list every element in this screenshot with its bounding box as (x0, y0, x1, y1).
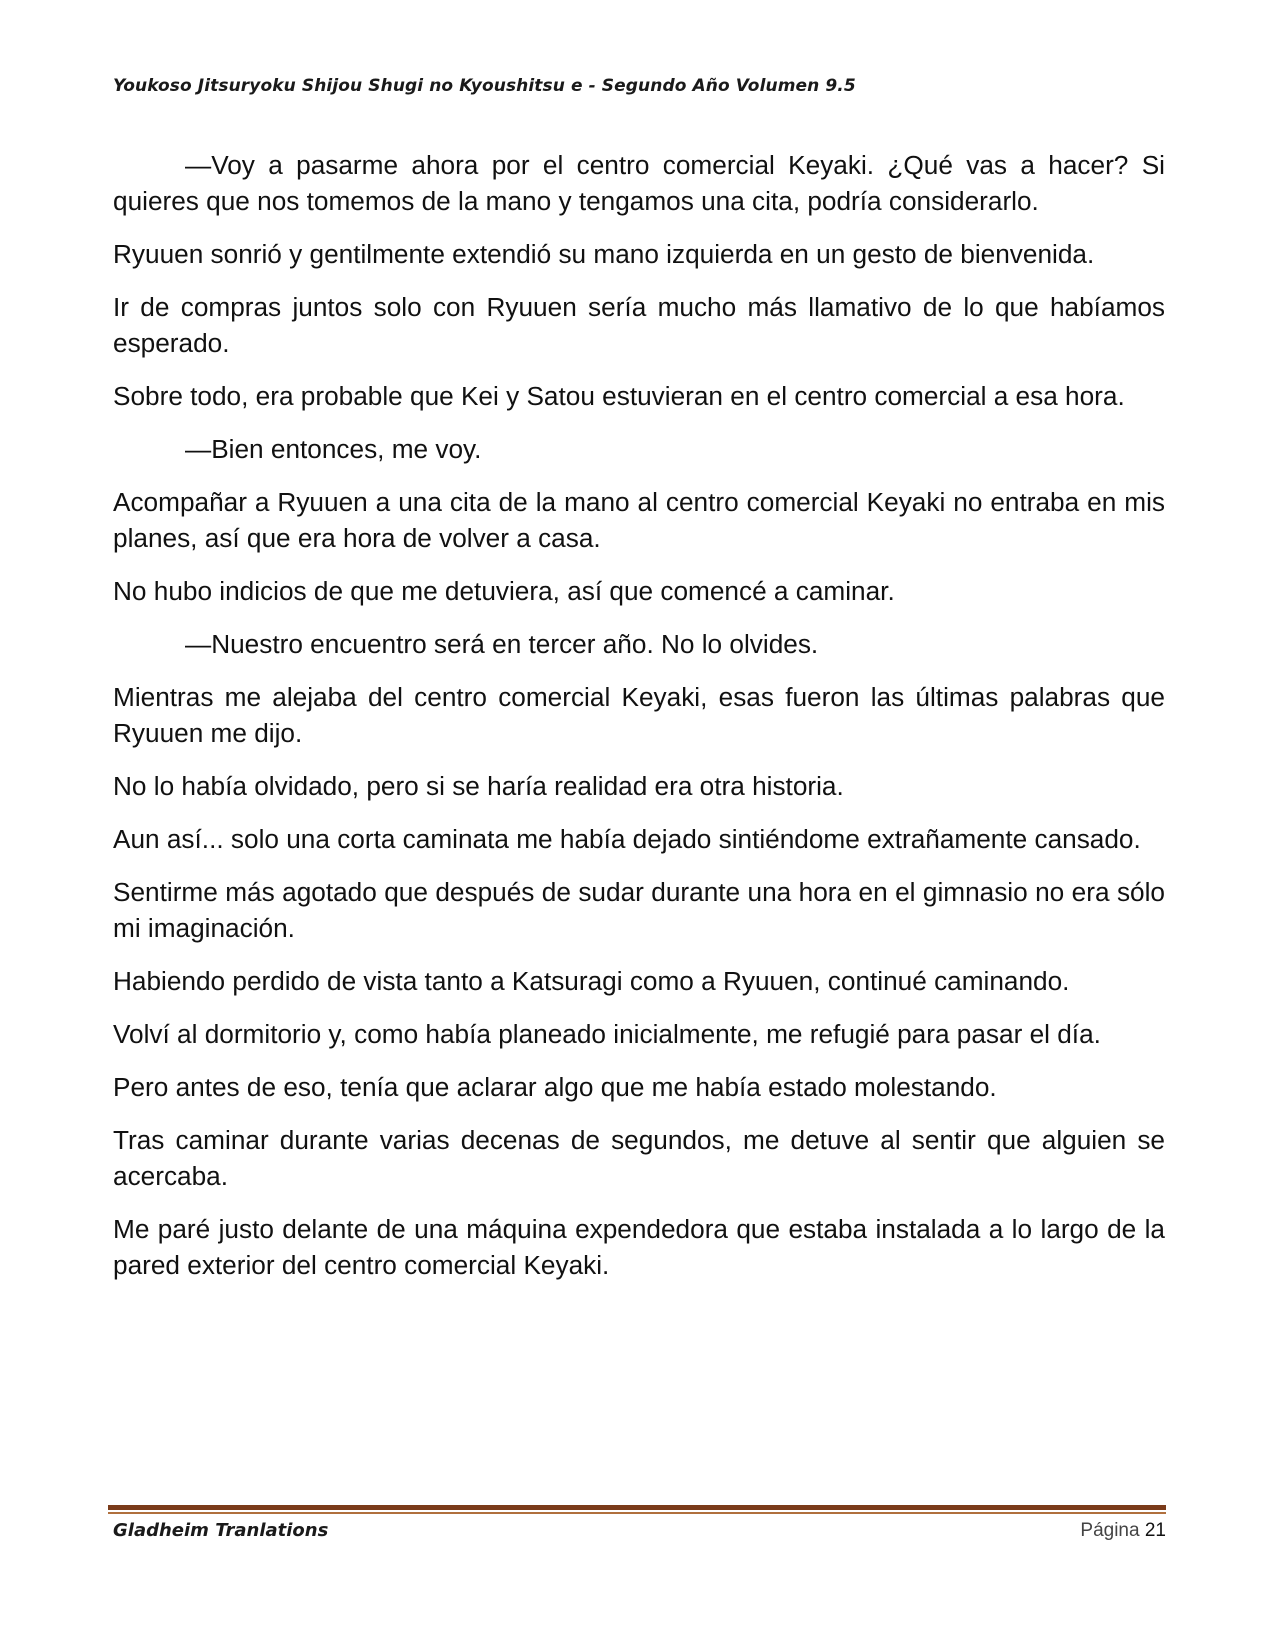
paragraph-13: Habiendo perdido de vista tanto a Katsuragi como a Ryuuen, continué caminando. (113, 966, 1070, 996)
paragraph-5: —Bien entonces, me voy. (185, 434, 482, 464)
running-header: Youkoso Jitsuryoku Shijou Shugi no Kyoushitsu e - Segundo Año Volumen 9.5 (113, 76, 856, 96)
paragraph-9: Mientras me alejaba del centro comercial Keyaki, esas fueron las últimas palabras que Ryuuen me dijo. (113, 682, 1165, 748)
footer-page-number (1080, 1520, 1166, 1542)
paragraph-10: No lo había olvidado, pero si se haría realidad era otra historia. (113, 771, 844, 801)
paragraph-17: Me paré justo delante de una máquina expendedora que estaba instalada a lo largo de la pared exterior del centro comercial Keyaki. (113, 1214, 1165, 1280)
footer-rule-thin (108, 1512, 1166, 1514)
footer-rule (108, 1505, 1166, 1514)
paragraph-2: Ryuuen sonrió y gentilmente extendió su mano izquierda en un gesto de bienvenida. (113, 239, 1095, 269)
paragraph-11: Aun así... solo una corta caminata me había dejado sintiéndome extrañamente cansado. (113, 824, 1141, 854)
paragraph-12: Sentirme más agotado que después de sudar durante una hora en el gimnasio no era sólo mi imaginación. (113, 877, 1165, 943)
paragraph-4: Sobre todo, era probable que Kei y Satou estuvieran en el centro comercial a esa hora. (113, 381, 1125, 411)
paragraph-14: Volví al dormitorio y, como había planeado inicialmente, me refugié para pasar el día. (113, 1019, 1101, 1049)
page-label: Página (1080, 1520, 1140, 1541)
paragraph-16: Tras caminar durante varias decenas de segundos, me detuve al sentir que alguien se acercaba. (113, 1125, 1165, 1191)
body-text (113, 147, 1165, 1300)
paragraph-6: Acompañar a Ryuuen a una cita de la mano al centro comercial Keyaki no entraba en mis planes, así que era hora de volver a casa. (113, 487, 1165, 553)
paragraph-1: —Voy a pasarme ahora por el centro comercial Keyaki. ¿Qué vas a hacer? Si quieres que nos tomemos de la mano y tengamos una cita, podría considerarlo. (113, 150, 1165, 216)
paragraph-7: No hubo indicios de que me detuviera, así que comencé a caminar. (113, 576, 895, 606)
footer-publisher: Gladheim Tranlations (113, 1520, 329, 1541)
paragraph-8: —Nuestro encuentro será en tercer año. No lo olvides. (185, 629, 819, 659)
paragraph-3: Ir de compras juntos solo con Ryuuen sería mucho más llamativo de lo que habíamos esperado. (113, 292, 1165, 358)
paragraph-15: Pero antes de eso, tenía que aclarar algo que me había estado molestando. (113, 1072, 997, 1102)
page-number: 21 (1144, 1520, 1166, 1541)
